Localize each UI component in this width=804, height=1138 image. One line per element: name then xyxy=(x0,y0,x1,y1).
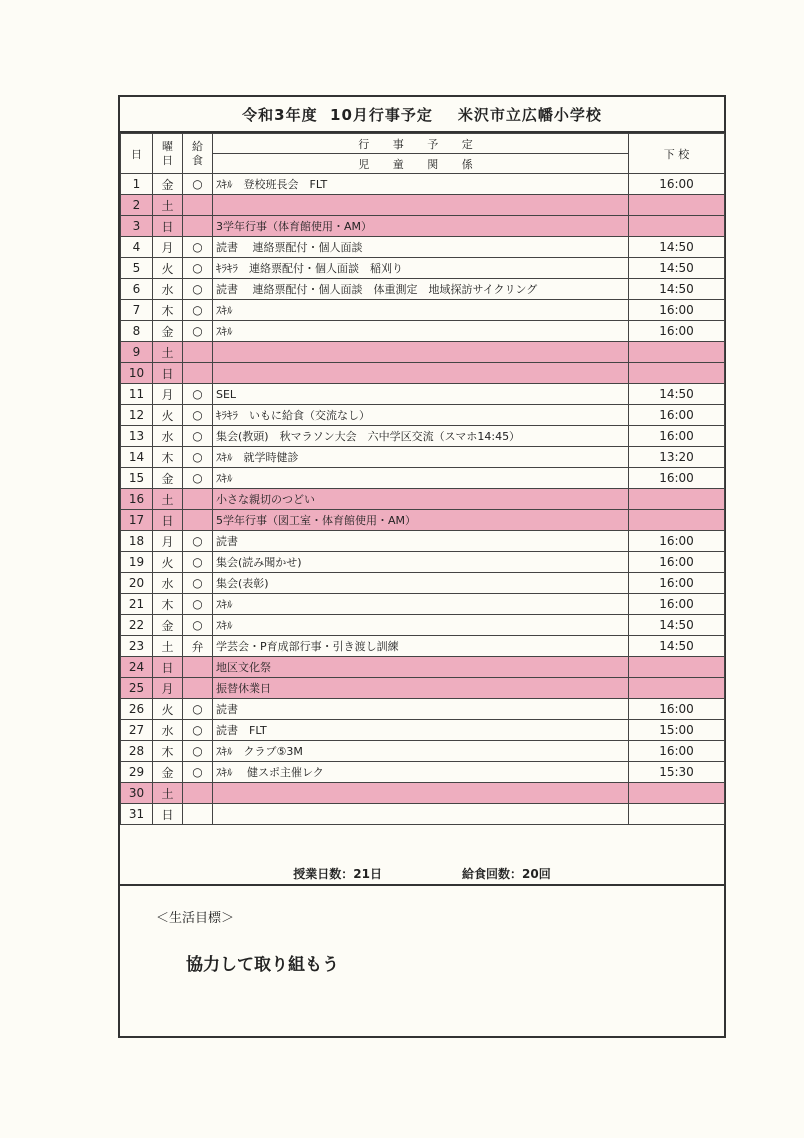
weekday-cell: 日 xyxy=(153,804,183,825)
weekday-cell: 火 xyxy=(153,552,183,573)
lunch-cell xyxy=(183,195,213,216)
dismissal-cell: 16:00 xyxy=(629,468,725,489)
weekday-cell: 日 xyxy=(153,510,183,531)
dismissal-cell xyxy=(629,510,725,531)
table-row xyxy=(121,489,725,510)
weekday-cell: 土 xyxy=(153,783,183,804)
header-events: 行 事 予 定 xyxy=(213,134,629,154)
event-cell: ｽｷﾙ xyxy=(213,615,629,636)
dismissal-cell xyxy=(629,489,725,510)
lunch-cell: ○ xyxy=(183,405,213,426)
event-cell: 読書 xyxy=(213,699,629,720)
day-cell: 16 xyxy=(121,489,153,510)
weekday-cell: 木 xyxy=(153,741,183,762)
dismissal-cell: 16:00 xyxy=(629,573,725,594)
lunch-cell xyxy=(183,783,213,804)
table-row xyxy=(121,237,725,258)
day-cell: 30 xyxy=(121,783,153,804)
table-row xyxy=(121,699,725,720)
weekday-cell: 日 xyxy=(153,657,183,678)
header-dismissal: 下 校 xyxy=(629,134,725,174)
dismissal-cell xyxy=(629,216,725,237)
weekday-cell: 水 xyxy=(153,573,183,594)
weekday-cell: 土 xyxy=(153,636,183,657)
lunch-cell xyxy=(183,216,213,237)
day-cell: 3 xyxy=(121,216,153,237)
event-cell: 読書 連絡票配付・個人面談 xyxy=(213,237,629,258)
lunch-cell: ○ xyxy=(183,741,213,762)
weekday-cell: 火 xyxy=(153,699,183,720)
weekday-cell: 水 xyxy=(153,720,183,741)
weekday-cell: 月 xyxy=(153,384,183,405)
header-weekday-text: 曜日 xyxy=(162,139,173,167)
table-row xyxy=(121,678,725,699)
day-cell: 28 xyxy=(121,741,153,762)
lunch-cell xyxy=(183,678,213,699)
table-row xyxy=(121,384,725,405)
event-cell: 集会(読み聞かせ) xyxy=(213,552,629,573)
table-row xyxy=(121,258,725,279)
table-row xyxy=(121,321,725,342)
day-cell: 20 xyxy=(121,573,153,594)
life-goal-text: 協力して取り組もう xyxy=(186,955,339,975)
table-row xyxy=(121,615,725,636)
weekday-cell: 土 xyxy=(153,489,183,510)
dismissal-cell: 16:00 xyxy=(629,552,725,573)
lunch-cell xyxy=(183,510,213,531)
day-cell: 15 xyxy=(121,468,153,489)
day-cell: 9 xyxy=(121,342,153,363)
dismissal-cell: 13:20 xyxy=(629,447,725,468)
lunch-cell: ○ xyxy=(183,468,213,489)
table-row xyxy=(121,657,725,678)
day-cell: 27 xyxy=(121,720,153,741)
day-cell: 19 xyxy=(121,552,153,573)
table-row xyxy=(121,447,725,468)
lunch-cell xyxy=(183,657,213,678)
table-row xyxy=(121,636,725,657)
table-row xyxy=(121,174,725,195)
dismissal-cell: 14:50 xyxy=(629,615,725,636)
day-cell: 22 xyxy=(121,615,153,636)
weekday-cell: 月 xyxy=(153,531,183,552)
event-cell: 小さな親切のつどい xyxy=(213,489,629,510)
dismissal-cell: 16:00 xyxy=(629,741,725,762)
title-month: 10月行事予定 xyxy=(330,105,433,124)
weekday-cell: 月 xyxy=(153,237,183,258)
dismissal-cell: 16:00 xyxy=(629,300,725,321)
dismissal-cell: 16:00 xyxy=(629,699,725,720)
day-cell: 12 xyxy=(121,405,153,426)
dismissal-cell xyxy=(629,804,725,825)
lunch-cell xyxy=(183,342,213,363)
weekday-cell: 金 xyxy=(153,468,183,489)
weekday-cell: 木 xyxy=(153,594,183,615)
weekday-cell: 土 xyxy=(153,195,183,216)
title-year: 令和3年度 xyxy=(242,105,318,124)
dismissal-cell: 14:50 xyxy=(629,279,725,300)
lunch-cell: ○ xyxy=(183,615,213,636)
event-cell: 3学年行事（体育館使用・AM） xyxy=(213,216,629,237)
table-row xyxy=(121,468,725,489)
weekday-cell: 木 xyxy=(153,447,183,468)
day-cell: 29 xyxy=(121,762,153,783)
lunch-cell xyxy=(183,804,213,825)
day-cell: 7 xyxy=(121,300,153,321)
event-cell: ｽｷﾙ xyxy=(213,594,629,615)
event-cell: ｽｷﾙ xyxy=(213,300,629,321)
day-cell: 5 xyxy=(121,258,153,279)
lunch-cell xyxy=(183,363,213,384)
dismissal-cell xyxy=(629,783,725,804)
lunch-cell: ○ xyxy=(183,447,213,468)
lunch-cell xyxy=(183,489,213,510)
table-row xyxy=(121,279,725,300)
event-cell xyxy=(213,804,629,825)
summary-row xyxy=(120,862,724,886)
header-lunch xyxy=(183,134,213,174)
table-row xyxy=(121,216,725,237)
day-cell: 1 xyxy=(121,174,153,195)
event-cell: 読書 連絡票配付・個人面談 体重測定 地域探訪サイクリング xyxy=(213,279,629,300)
event-cell: 振替休業日 xyxy=(213,678,629,699)
dismissal-cell: 15:00 xyxy=(629,720,725,741)
table-row xyxy=(121,363,725,384)
day-cell: 8 xyxy=(121,321,153,342)
weekday-cell: 火 xyxy=(153,405,183,426)
table-row xyxy=(121,594,725,615)
weekday-cell: 木 xyxy=(153,300,183,321)
event-cell: ｽｷﾙ クラブ⑤3M xyxy=(213,741,629,762)
lunch-cell: ○ xyxy=(183,384,213,405)
table-row xyxy=(121,510,725,531)
dismissal-cell: 16:00 xyxy=(629,426,725,447)
dismissal-cell: 16:00 xyxy=(629,531,725,552)
weekday-cell: 水 xyxy=(153,426,183,447)
event-cell: ｷﾗｷﾗ 連絡票配付・個人面談 稲刈り xyxy=(213,258,629,279)
event-cell: ｽｷﾙ 登校班長会 FLT xyxy=(213,174,629,195)
lunch-cell: ○ xyxy=(183,699,213,720)
dismissal-cell xyxy=(629,363,725,384)
day-cell: 14 xyxy=(121,447,153,468)
table-row xyxy=(121,573,725,594)
lunch-cell: 弁 xyxy=(183,636,213,657)
event-cell xyxy=(213,783,629,804)
dismissal-cell xyxy=(629,195,725,216)
header-events-sub: 児 童 関 係 xyxy=(213,154,629,174)
table-row xyxy=(121,195,725,216)
header-lunch-text: 給食 xyxy=(192,139,203,167)
day-cell: 13 xyxy=(121,426,153,447)
lunch-count: 給食回数：20回 xyxy=(462,866,551,881)
weekday-cell: 金 xyxy=(153,321,183,342)
dismissal-cell: 16:00 xyxy=(629,405,725,426)
lunch-cell: ○ xyxy=(183,720,213,741)
event-cell xyxy=(213,342,629,363)
weekday-cell: 火 xyxy=(153,258,183,279)
day-cell: 26 xyxy=(121,699,153,720)
day-cell: 24 xyxy=(121,657,153,678)
header-weekday xyxy=(153,134,183,174)
table-row xyxy=(121,300,725,321)
weekday-cell: 月 xyxy=(153,678,183,699)
day-cell: 18 xyxy=(121,531,153,552)
dismissal-cell: 16:00 xyxy=(629,174,725,195)
event-cell: 地区文化祭 xyxy=(213,657,629,678)
table-row xyxy=(121,531,725,552)
lunch-cell: ○ xyxy=(183,258,213,279)
day-cell: 2 xyxy=(121,195,153,216)
day-cell: 11 xyxy=(121,384,153,405)
dismissal-cell xyxy=(629,678,725,699)
schedule-rows xyxy=(121,174,725,825)
event-cell xyxy=(213,363,629,384)
schedule-table xyxy=(120,133,725,825)
event-cell: 読書 xyxy=(213,531,629,552)
table-row xyxy=(121,783,725,804)
title-school: 米沢市立広幡小学校 xyxy=(457,105,602,124)
lunch-cell: ○ xyxy=(183,237,213,258)
dismissal-cell: 14:50 xyxy=(629,237,725,258)
day-cell: 6 xyxy=(121,279,153,300)
lunch-cell: ○ xyxy=(183,321,213,342)
weekday-cell: 日 xyxy=(153,363,183,384)
day-cell: 17 xyxy=(121,510,153,531)
day-cell: 31 xyxy=(121,804,153,825)
weekday-cell: 水 xyxy=(153,279,183,300)
table-row xyxy=(121,342,725,363)
lunch-cell: ○ xyxy=(183,426,213,447)
event-cell: ｽｷﾙ xyxy=(213,321,629,342)
event-cell: ｽｷﾙ 健スポ主催レク xyxy=(213,762,629,783)
table-row xyxy=(121,405,725,426)
event-cell: ｽｷﾙ 就学時健診 xyxy=(213,447,629,468)
weekday-cell: 土 xyxy=(153,342,183,363)
dismissal-cell: 14:50 xyxy=(629,636,725,657)
table-row xyxy=(121,741,725,762)
lunch-cell: ○ xyxy=(183,573,213,594)
lunch-cell: ○ xyxy=(183,594,213,615)
table-row xyxy=(121,762,725,783)
event-cell xyxy=(213,195,629,216)
lunch-cell: ○ xyxy=(183,300,213,321)
page-title xyxy=(120,97,724,133)
lunch-cell: ○ xyxy=(183,279,213,300)
dismissal-cell xyxy=(629,342,725,363)
weekday-cell: 日 xyxy=(153,216,183,237)
class-days-count: 授業日数：21日 xyxy=(293,866,382,881)
event-cell: 読書 FLT xyxy=(213,720,629,741)
dismissal-cell xyxy=(629,657,725,678)
day-cell: 21 xyxy=(121,594,153,615)
event-cell: ｷﾗｷﾗ いもに給食（交流なし） xyxy=(213,405,629,426)
day-cell: 4 xyxy=(121,237,153,258)
table-row xyxy=(121,426,725,447)
lunch-cell: ○ xyxy=(183,531,213,552)
dismissal-cell: 16:00 xyxy=(629,321,725,342)
table-row xyxy=(121,804,725,825)
event-cell: 5学年行事（図工室・体育館使用・AM） xyxy=(213,510,629,531)
lunch-cell: ○ xyxy=(183,174,213,195)
dismissal-cell: 14:50 xyxy=(629,384,725,405)
day-cell: 25 xyxy=(121,678,153,699)
weekday-cell: 金 xyxy=(153,615,183,636)
lunch-cell: ○ xyxy=(183,552,213,573)
event-cell: SEL xyxy=(213,384,629,405)
event-cell: ｽｷﾙ xyxy=(213,468,629,489)
header-day: 日 xyxy=(121,134,153,174)
day-cell: 23 xyxy=(121,636,153,657)
weekday-cell: 金 xyxy=(153,762,183,783)
event-cell: 集会(表彰) xyxy=(213,573,629,594)
table-row xyxy=(121,552,725,573)
day-cell: 10 xyxy=(121,363,153,384)
event-cell: 学芸会・P育成部行事・引き渡し訓練 xyxy=(213,636,629,657)
event-cell: 集会(教頭) 秋マラソン大会 六中学区交流（スマホ14:45） xyxy=(213,426,629,447)
lunch-cell: ○ xyxy=(183,762,213,783)
dismissal-cell: 16:00 xyxy=(629,594,725,615)
life-goal-label: ＜生活目標＞ xyxy=(156,911,235,926)
dismissal-cell: 15:30 xyxy=(629,762,725,783)
dismissal-cell: 14:50 xyxy=(629,258,725,279)
table-row xyxy=(121,720,725,741)
weekday-cell: 金 xyxy=(153,174,183,195)
